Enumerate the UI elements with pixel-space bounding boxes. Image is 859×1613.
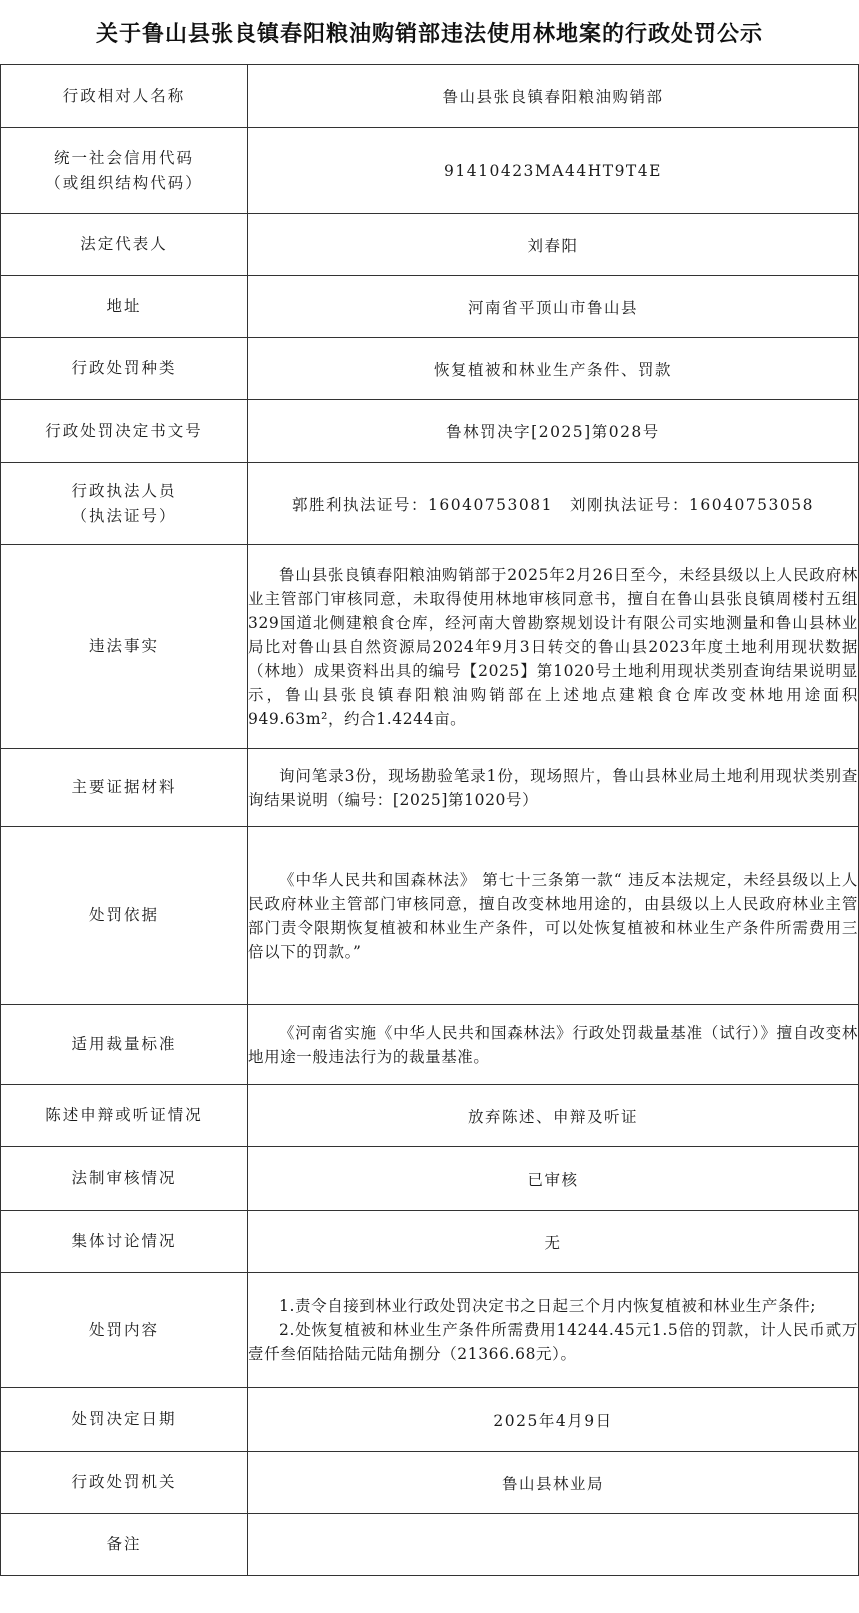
table-row [1, 128, 859, 214]
table-row [1, 1005, 859, 1085]
label-decision-date: 处罚决定日期 [1, 1388, 248, 1452]
label-legal-review: 法制审核情况 [1, 1147, 248, 1211]
value-remarks [248, 1514, 859, 1576]
table-row [1, 1147, 859, 1211]
label-credit-code-line2: （或组织结构代码） [45, 173, 203, 192]
main-evidence-text: 询问笔录3份，现场勘验笔录1份，现场照片，鲁山县林业局土地利用现状类别查询结果说明（编号：[2025]第1020号） [248, 766, 858, 809]
value-decision-date: 2025年4月9日 [248, 1388, 859, 1452]
value-penalty-authority: 鲁山县林业局 [248, 1452, 859, 1514]
label-enforcement-officers [1, 463, 248, 545]
value-party-name: 鲁山县张良镇春阳粮油购销部 [248, 65, 859, 128]
discretion-standard-text: 《河南省实施《中华人民共和国森林法》行政处罚裁量基准（试行）》擅自改变林地用途一般违法行为的裁量基准。 [248, 1023, 858, 1066]
label-penalty-type: 行政处罚种类 [1, 338, 248, 400]
penalty-content-item-2: 2.处恢复植被和林业生产条件所需费用14244.45元1.5倍的罚款，计人民币贰万壹仟叁佰陆拾陆元陆角捌分（21366.68元）。 [248, 1321, 858, 1363]
value-main-evidence [248, 749, 859, 827]
label-credit-code-line1: 统一社会信用代码 [53, 148, 194, 167]
label-party-name: 行政相对人名称 [1, 65, 248, 128]
table-row [1, 827, 859, 1005]
table-row [1, 1452, 859, 1514]
table-row [1, 276, 859, 338]
label-penalty-basis: 处罚依据 [1, 827, 248, 1005]
label-credit-code [1, 128, 248, 214]
value-enforcement-officers: 郭胜利执法证号：16040753081 刘刚执法证号：16040753058 [248, 463, 859, 545]
penalty-content-item-1: 1.责令自接到林业行政处罚决定书之日起三个月内恢复植被和林业生产条件; [279, 1297, 817, 1315]
table-row [1, 1388, 859, 1452]
document-title: 关于鲁山县张良镇春阳粮油购销部违法使用林地案的行政处罚公示 [95, 21, 763, 47]
table-row [1, 1273, 859, 1388]
label-main-evidence: 主要证据材料 [1, 749, 248, 827]
table-row [1, 400, 859, 463]
value-penalty-content [248, 1273, 859, 1388]
table-row [1, 1085, 859, 1147]
label-discretion-standard: 适用裁量标准 [1, 1005, 248, 1085]
label-enforcement-officers-line1: 行政执法人员 [71, 481, 177, 500]
value-hearing-status: 放弃陈述、申辩及听证 [248, 1085, 859, 1147]
label-penalty-authority: 行政处罚机关 [1, 1452, 248, 1514]
label-penalty-content: 处罚内容 [1, 1273, 248, 1388]
table-row [1, 214, 859, 276]
label-violation-facts: 违法事实 [1, 545, 248, 749]
table-row [1, 1211, 859, 1273]
label-hearing-status: 陈述申辩或听证情况 [1, 1085, 248, 1147]
value-legal-representative: 刘春阳 [248, 214, 859, 276]
table-row [1, 65, 859, 128]
value-penalty-basis [248, 827, 859, 1005]
value-credit-code: 91410423MA44HT9T4E [248, 128, 859, 214]
table-row [1, 338, 859, 400]
value-decision-number: 鲁林罚决字[2025]第028号 [248, 400, 859, 463]
label-address: 地址 [1, 276, 248, 338]
label-decision-number: 行政处罚决定书文号 [1, 400, 248, 463]
table-row [1, 545, 859, 749]
value-address: 河南省平顶山市鲁山县 [248, 276, 859, 338]
label-collective-discussion: 集体讨论情况 [1, 1211, 248, 1273]
penalty-info-table [0, 64, 859, 1576]
value-discretion-standard [248, 1005, 859, 1085]
label-remarks: 备注 [1, 1514, 248, 1576]
table-row [1, 749, 859, 827]
violation-facts-text: 鲁山县张良镇春阳粮油购销部于2025年2月26日至今，未经县级以上人民政府林业主管部门审核同意，未取得使用林地审核同意书，擅自在鲁山县张良镇周楼村五组329国道北侧建粮食仓库，经河南大曾勘察规划设计有限公司实地测量和鲁山县林业局比对鲁山县自然资源局2024年9月3日转交的鲁山县2023年度土地利用现状数据（林地）成果资料出具的编号【2025】第1020号土地利用现状类别查询结果说明显示，鲁山县张良镇春阳粮油购销部在上述地点建粮食仓库改变林地用途面积949.63m²，约合1.4244亩。 [248, 565, 858, 728]
penalty-basis-text: 《中华人民共和国森林法》 第七十三条第一款“ 违反本法规定，未经县级以上人民政府林业主管部门审核同意，擅自改变林地用途的，由县级以上人民政府林业主管部门责令限期恢复植被和林业生产条件，可以处恢复植被和林业生产条件所需费用三倍以下的罚款。” [248, 870, 858, 961]
label-legal-representative: 法定代表人 [1, 214, 248, 276]
table-row [1, 463, 859, 545]
value-penalty-type: 恢复植被和林业生产条件、罚款 [248, 338, 859, 400]
value-legal-review: 已审核 [248, 1147, 859, 1211]
value-collective-discussion: 无 [248, 1211, 859, 1273]
label-enforcement-officers-line2: （执法证号） [71, 506, 177, 525]
table-row [1, 1514, 859, 1576]
value-violation-facts [248, 545, 859, 749]
